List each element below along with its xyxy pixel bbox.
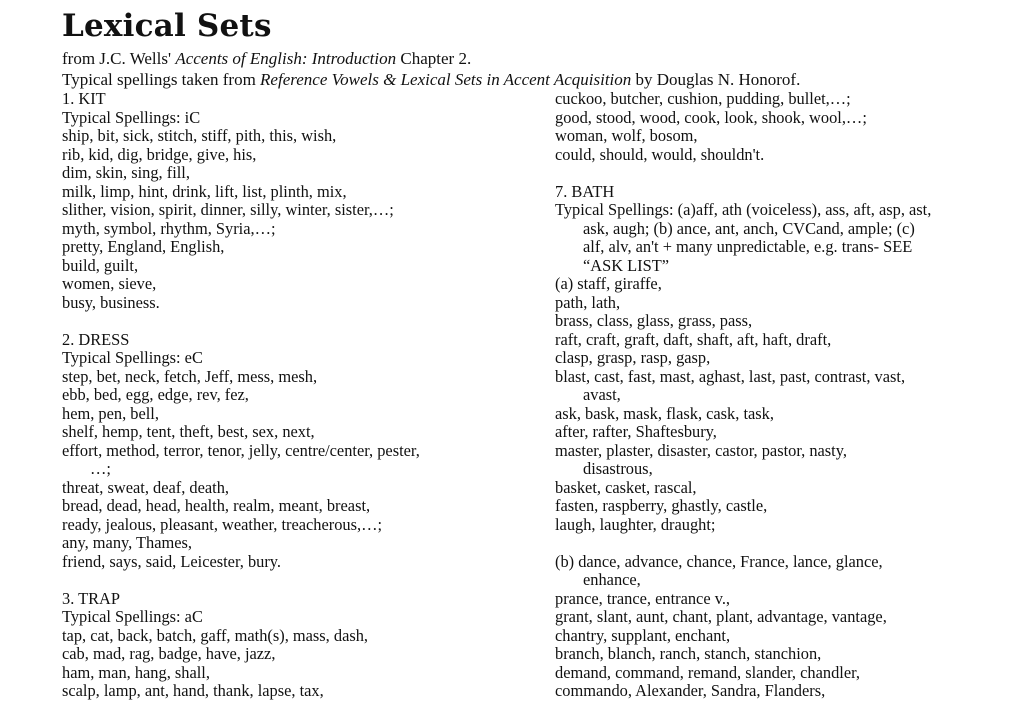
text-line: avast, [583, 385, 621, 404]
text-line: after, rafter, Shaftesbury, [555, 422, 717, 441]
spacer [62, 312, 532, 331]
text-line: enhance, [583, 570, 641, 589]
page-title: Lexical Sets [62, 8, 272, 44]
text-line: chantry, supplant, enchant, [555, 625, 731, 645]
text-line: slither, vision, spirit, dinner, silly, winter, sister,…; [62, 200, 394, 219]
text-line: ready, jealous, pleasant, weather, treacherous,…; [62, 514, 383, 534]
text-line: laugh, laughter, draught; [555, 514, 716, 534]
text-line: myth, symbol, rhythm, Syria,…; [62, 218, 276, 238]
subtitle-spellings-suffix: by Douglas N. Honorof. [635, 70, 801, 89]
text-line: brass, class, glass, grass, pass, [555, 311, 753, 330]
text-line: fasten, raspberry, ghastly, castle, [555, 496, 768, 515]
text-line: Typical Spellings: aC [62, 607, 203, 626]
text-line: (b) dance, advance, chance, France, lance, glance, [555, 551, 883, 571]
text-line: (a) staff, giraffe, [555, 274, 662, 293]
text-line: good, stood, wood, cook, look, shook, wool,…; [555, 107, 867, 127]
subtitle-source-suffix: Chapter 2. [400, 49, 472, 68]
text-line: alf, alv, an't + many unpredictable, e.g. trans- SEE [583, 237, 913, 256]
subtitle-source [62, 48, 471, 69]
section-heading: 7. BATH [555, 181, 615, 201]
text-line: cuckoo, butcher, cushion, pudding, bullet,…; [555, 89, 851, 108]
text-line: ebb, bed, egg, edge, rev, fez, [62, 385, 249, 404]
right-column [555, 90, 995, 701]
text-line: effort, method, terror, tenor, jelly, centre/center, pester, [62, 440, 420, 460]
text-line: hem, pen, bell, [62, 403, 159, 423]
text-line: path, lath, [555, 292, 621, 312]
text-line: ship, bit, sick, stitch, stiff, pith, this, wish, [62, 126, 337, 145]
text-line: cab, mad, rag, badge, have, jazz, [62, 644, 276, 663]
text-line: shelf, hemp, tent, theft, best, sex, next, [62, 422, 315, 441]
text-line: disastrous, [583, 459, 653, 478]
text-line: commando, Alexander, Sandra, Flanders, [555, 681, 826, 700]
subtitle-spellings-prefix: Typical spellings taken from [62, 70, 256, 89]
text-line: “ASK LIST” [583, 255, 670, 275]
subtitle-spellings [62, 69, 800, 90]
text-line: Typical Spellings: eC [62, 348, 203, 367]
text-line: pretty, England, English, [62, 237, 225, 256]
text-line: Typical Spellings: (a)aff, ath (voiceless), ass, aft, asp, ast, [555, 200, 932, 219]
section-heading: 1. KIT [62, 89, 106, 108]
subtitle-spellings-book: Reference Vowels & Lexical Sets in Accent Acquisition [260, 70, 632, 89]
text-line: demand, command, remand, slander, chandler, [555, 662, 860, 682]
text-line: woman, wolf, bosom, [555, 126, 698, 145]
text-line: bread, dead, head, health, realm, meant, breast, [62, 496, 371, 515]
text-line: any, many, Thames, [62, 533, 193, 552]
section-heading: 3. TRAP [62, 588, 120, 608]
spacer [555, 534, 995, 553]
text-line: women, sieve, [62, 274, 157, 293]
spacer [555, 164, 995, 183]
text-line: ham, man, hang, shall, [62, 662, 210, 682]
text-line: master, plaster, disaster, castor, pastor, nasty, [555, 440, 847, 460]
left-column [62, 90, 532, 701]
text-line: ask, bask, mask, flask, cask, task, [555, 403, 774, 423]
text-line: tap, cat, back, batch, gaff, math(s), mass, dash, [62, 625, 369, 645]
text-line: grant, slant, aunt, chant, plant, advantage, vantage, [555, 607, 887, 626]
text-line: clasp, grasp, rasp, gasp, [555, 348, 711, 367]
text-line: scalp, lamp, ant, hand, thank, lapse, tax, [62, 681, 324, 700]
spacer [62, 571, 532, 590]
text-line: dim, skin, sing, fill, [62, 163, 190, 182]
text-line: basket, casket, rascal, [555, 477, 697, 497]
text-line: step, bet, neck, fetch, Jeff, mess, mesh, [62, 366, 318, 386]
text-line: friend, says, said, Leicester, bury. [62, 551, 282, 571]
text-line: Typical Spellings: iC [62, 107, 201, 127]
text-line: raft, craft, graft, daft, shaft, aft, haft, draft, [555, 329, 832, 349]
text-line: branch, blanch, ranch, stanch, stanchion, [555, 644, 822, 663]
text-line: busy, business. [62, 292, 160, 312]
subtitle-source-prefix: from J.C. Wells' [62, 49, 172, 68]
text-line: blast, cast, fast, mast, aghast, last, past, contrast, vast, [555, 366, 906, 386]
text-line: …; [90, 459, 111, 478]
text-line: ask, augh; (b) ance, ant, anch, CVCand, ample; (c) [583, 218, 915, 238]
text-line: rib, kid, dig, bridge, give, his, [62, 144, 257, 164]
text-line: could, should, would, shouldn't. [555, 144, 765, 164]
section-heading: 2. DRESS [62, 329, 130, 349]
text-line: prance, trance, entrance v., [555, 588, 731, 608]
text-line: build, guilt, [62, 255, 139, 275]
text-line: milk, limp, hint, drink, lift, list, plinth, mix, [62, 181, 347, 201]
subtitle-source-book: Accents of English: Introduction [175, 49, 397, 68]
text-line: threat, sweat, deaf, death, [62, 477, 230, 497]
